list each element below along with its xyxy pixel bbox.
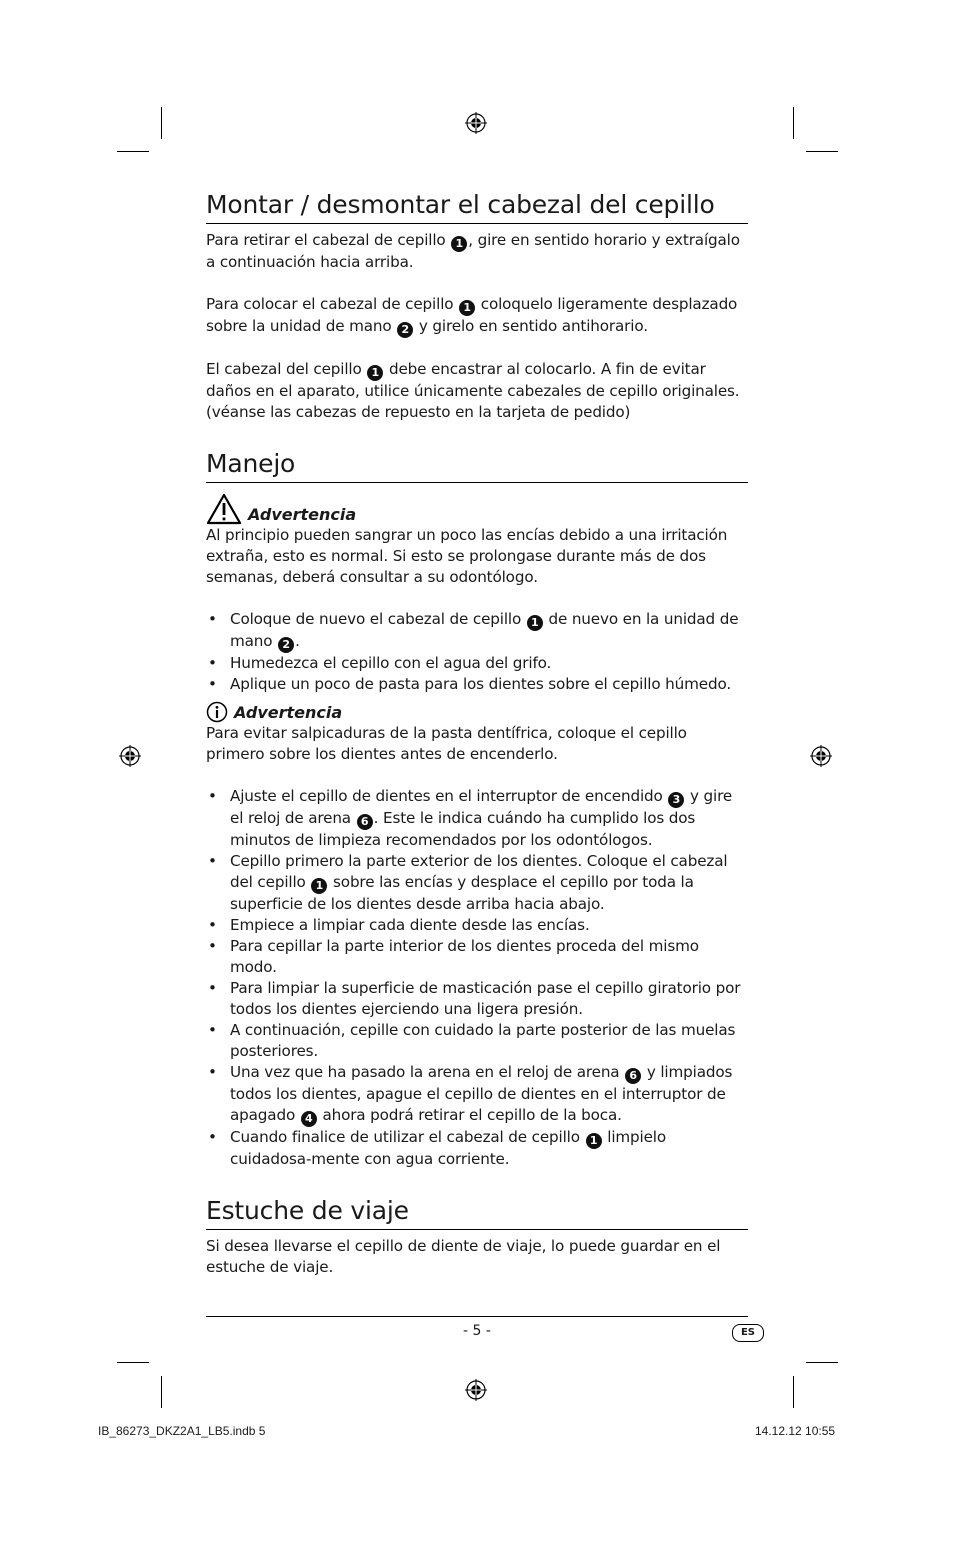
paragraph: Para retirar el cabezal de cepillo 1 , gire en sentido horario y extraígalo a continuación hacia arriba. <box>206 231 740 271</box>
list-item: • Cuando finalice de utilizar el cabezal de cepillo 1 limpielo cuidadosa-mente con agua corriente. <box>206 1127 748 1170</box>
list-item: • Humedezca el cepillo con el agua del grifo. <box>206 653 748 674</box>
page-content <box>206 190 748 1278</box>
crop-mark <box>793 107 794 139</box>
part-number-6: 6 <box>625 1068 641 1084</box>
registration-mark-icon <box>465 112 487 134</box>
warning-title: Advertencia <box>248 505 357 524</box>
warning-triangle-icon <box>206 493 242 525</box>
list-item: • Para limpiar la superficie de masticación pase el cepillo giratorio por todos los dientes ejerciendo una ligera presión. <box>206 978 748 1020</box>
crop-mark <box>161 107 162 139</box>
list-item: • Cepillo primero la parte exterior de los dientes. Coloque el cabezal del cepillo 1 sobre las encías y desplace el cepillo por toda la superficie de los dientes desde arriba hacia abajo. <box>206 851 748 915</box>
part-number-1: 1 <box>367 365 383 381</box>
paragraph: Para colocar el cabezal de cepillo 1 coloquelo ligeramente desplazado sobre la unidad de mano 2 y girelo en sentido antihorario. <box>206 295 738 336</box>
section-title-mount: Montar / desmontar el cabezal del cepillo <box>206 190 748 224</box>
instruction-list <box>206 786 748 1170</box>
part-number-1: 1 <box>459 300 475 316</box>
part-number-1: 1 <box>586 1133 602 1149</box>
part-number-1: 1 <box>527 615 543 631</box>
list-item: • A continuación, cepille con cuidado la parte posterior de las muelas posteriores. <box>206 1020 748 1062</box>
part-number-2: 2 <box>278 637 294 653</box>
list-item: • Ajuste el cepillo de dientes en el interruptor de encendido 3 y gire el reloj de arena 6 . Este le indica cuándo ha cumplido los dos minutos de limpieza recomendados por los odontólogos. <box>206 786 748 851</box>
part-number-2: 2 <box>397 322 413 338</box>
language-badge: ES <box>732 1324 764 1342</box>
section-title-travel: Estuche de viaje <box>206 1196 748 1230</box>
registration-mark-icon <box>465 1379 487 1401</box>
list-item: • Coloque de nuevo el cabezal de cepillo 1 de nuevo en la unidad de mano 2 . <box>206 609 748 653</box>
info-text: Para evitar salpicaduras de la pasta dentífrica, coloque el cepillo primero sobre los dientes antes de encenderlo. <box>206 724 687 763</box>
registration-mark-icon <box>119 745 141 767</box>
crop-mark <box>117 151 149 152</box>
crop-mark <box>806 1362 838 1363</box>
paragraph: El cabezal del cepillo 1 debe encastrar al colocarlo. A fin de evitar daños en el aparato, utilice únicamente cabezales de cepillo originales. (véanse las cabezas de repuesto en la tarjeta de pedido) <box>206 360 740 421</box>
crop-mark <box>161 1376 162 1408</box>
crop-mark <box>117 1362 149 1363</box>
footer-rule <box>206 1316 748 1317</box>
print-slug-file: IB_86273_DKZ2A1_LB5.indb 5 <box>98 1424 266 1438</box>
part-number-6: 6 <box>357 814 373 830</box>
crop-mark <box>793 1376 794 1408</box>
paragraph: Si desea llevarse el cepillo de diente de viaje, lo puede guardar en el estuche de viaje. <box>206 1237 721 1276</box>
page-number: - 5 - <box>463 1323 491 1339</box>
part-number-3: 3 <box>668 792 684 808</box>
warning-text: Al principio pueden sangrar un poco las encías debido a una irritación extraña, esto es normal. Si esto se prolongase durante más de dos semanas, deberá consultar a su odontólogo. <box>206 526 728 586</box>
info-icon <box>206 701 228 723</box>
part-number-1: 1 <box>311 878 327 894</box>
list-item: • Para cepillar la parte interior de los dientes proceda del mismo modo. <box>206 936 748 978</box>
info-title: Advertencia <box>234 702 343 722</box>
warning-header <box>206 493 748 525</box>
list-item: • Aplique un poco de pasta para los dientes sobre el cepillo húmedo. <box>206 674 748 695</box>
registration-mark-icon <box>810 745 832 767</box>
print-slug-date: 14.12.12 10:55 <box>755 1424 836 1438</box>
crop-mark <box>806 151 838 152</box>
list-item: • Una vez que ha pasado la arena en el reloj de arena 6 y limpiados todos los dientes, apague el cepillo de dientes en el interruptor de apagado 4 ahora podrá retirar el cepillo de la boca. <box>206 1062 748 1127</box>
list-item: • Empiece a limpiar cada diente desde las encías. <box>206 915 748 936</box>
section-title-handling: Manejo <box>206 449 748 483</box>
part-number-1: 1 <box>451 236 467 252</box>
instruction-list <box>206 609 748 695</box>
part-number-4: 4 <box>301 1111 317 1127</box>
info-header <box>206 701 748 723</box>
